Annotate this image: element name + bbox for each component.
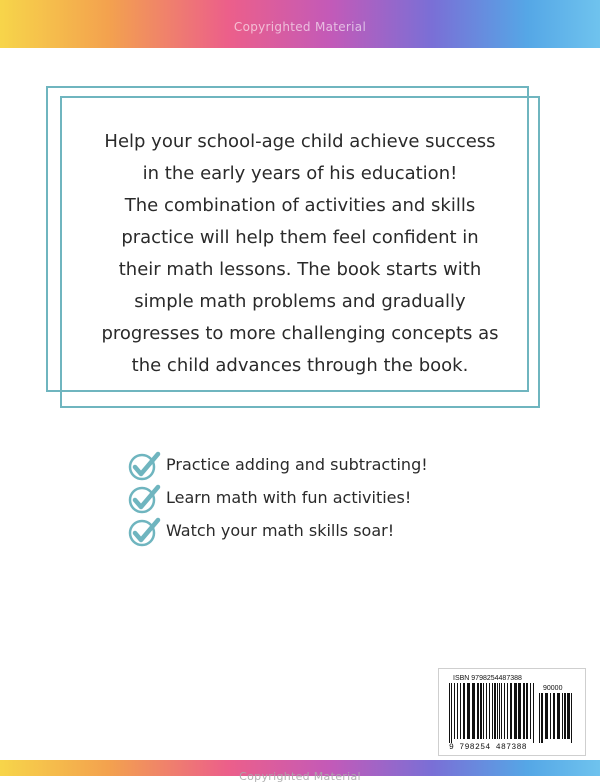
checklist-item xyxy=(126,483,506,513)
feature-checklist xyxy=(126,450,506,549)
isbn-barcode xyxy=(438,668,586,756)
blurb-line: The combination of activities and skills xyxy=(124,195,476,216)
blurb-line: progresses to more challenging concepts as xyxy=(101,323,499,344)
isbn-label: ISBN 9798254487388 xyxy=(453,675,522,682)
barcode-addon-bars xyxy=(539,693,575,743)
checklist-text: Watch your math skills soar! xyxy=(166,521,395,540)
blurb-line: Help your school-age child achieve success xyxy=(104,131,496,152)
checkmark-icon xyxy=(126,450,162,482)
checklist-text: Learn math with fun activities! xyxy=(166,488,412,507)
checklist-item xyxy=(126,516,506,546)
blurb-line: practice will help them feel confident in xyxy=(121,227,479,248)
blurb-line: the child advances through the book. xyxy=(131,355,469,376)
checkmark-icon xyxy=(126,516,162,548)
checklist-item xyxy=(126,450,506,480)
price-code: 90000 xyxy=(543,685,563,692)
blurb-text xyxy=(70,126,530,382)
copyright-notice-top: Copyrighted Material xyxy=(233,20,367,34)
checkmark-icon xyxy=(126,483,162,515)
barcode-bars xyxy=(449,683,537,743)
blurb-line: simple math problems and gradually xyxy=(134,291,466,312)
copyright-notice-bottom: Copyrighted Material xyxy=(239,770,361,783)
blurb-line: their math lessons. The book starts with xyxy=(118,259,482,280)
checklist-text: Practice adding and subtracting! xyxy=(166,455,428,474)
isbn-digits: 9 798254 487388 xyxy=(449,743,528,752)
blurb-line: in the early years of his education! xyxy=(142,163,458,184)
